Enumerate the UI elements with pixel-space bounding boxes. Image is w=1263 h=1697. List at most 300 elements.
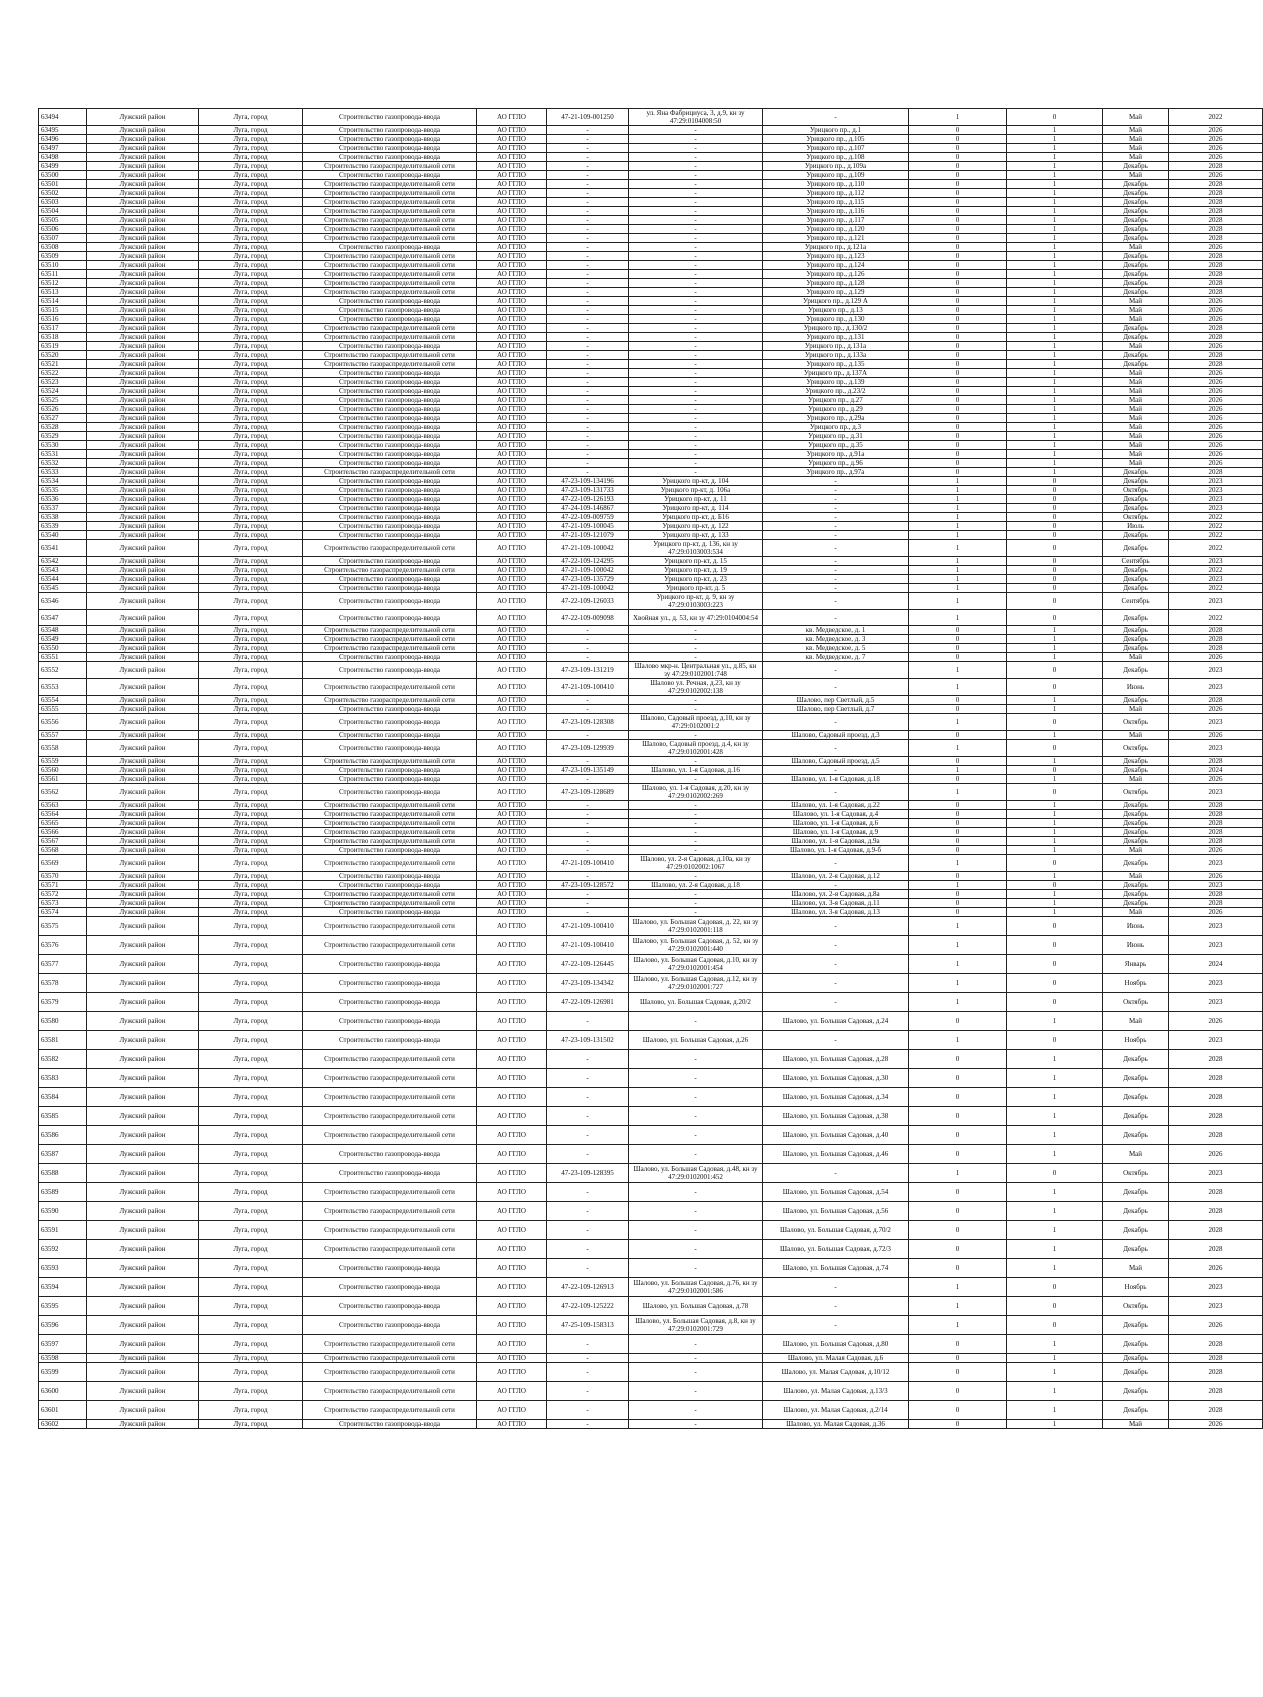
table-row <box>39 1012 1263 1031</box>
cell-row-number: 63586 <box>39 1126 87 1145</box>
cell-address-without-application: - <box>763 917 909 936</box>
cell-work-type: Строительство газораспределительной сети <box>303 1335 477 1354</box>
cell-address-without-application: Урицкого пр., д.129 А <box>763 297 909 306</box>
cell-value-a: 0 <box>909 828 1007 837</box>
cell-address-without-application: Урицкого пр., д.120 <box>763 225 909 234</box>
table-row <box>39 324 1263 333</box>
cell-value-b: 1 <box>1007 270 1103 279</box>
cell-address-with-application: - <box>629 696 763 705</box>
cell-value-b: 1 <box>1007 1202 1103 1221</box>
cell-application-number: 47-23-109-128689 <box>547 784 629 801</box>
cell-row-number: 63565 <box>39 819 87 828</box>
cell-work-type: Строительство газораспределительной сети <box>303 225 477 234</box>
cell-address-without-application: Шалово, Садовый проезд, д.3 <box>763 731 909 740</box>
cell-address-without-application: - <box>763 109 909 126</box>
cell-settlement: Луга, город <box>199 486 303 495</box>
cell-row-number: 63571 <box>39 881 87 890</box>
cell-address-with-application: Шалово, ул. Большая Садовая, д. 22, кн зу 47:29:0102001:118 <box>629 917 763 936</box>
cell-work-type: Строительство газопровода-ввода <box>303 306 477 315</box>
cell-district: Лужский район <box>87 288 199 297</box>
table-row <box>39 766 1263 775</box>
cell-work-type: Строительство газопровода-ввода <box>303 1316 477 1335</box>
table-row <box>39 144 1263 153</box>
cell-address-without-application: Шалово, ул. Большая Садовая, д.28 <box>763 1050 909 1069</box>
cell-organization: АО ГГЛО <box>477 714 547 731</box>
cell-month: Октябрь <box>1103 993 1169 1012</box>
cell-month: Май <box>1103 306 1169 315</box>
cell-row-number: 63558 <box>39 740 87 757</box>
cell-row-number: 63522 <box>39 369 87 378</box>
cell-work-type: Строительство газопровода-ввода <box>303 1420 477 1429</box>
cell-work-type: Строительство газораспределительной сети <box>303 270 477 279</box>
cell-address-with-application: - <box>629 216 763 225</box>
cell-organization: АО ГГЛО <box>477 180 547 189</box>
cell-value-b: 1 <box>1007 644 1103 653</box>
table-row <box>39 837 1263 846</box>
cell-year: 2028 <box>1169 207 1263 216</box>
cell-month: Декабрь <box>1103 468 1169 477</box>
cell-month: Май <box>1103 144 1169 153</box>
cell-settlement: Луга, город <box>199 757 303 766</box>
cell-address-without-application: - <box>763 993 909 1012</box>
cell-address-without-application: - <box>763 1316 909 1335</box>
cell-month: Октябрь <box>1103 784 1169 801</box>
cell-row-number: 63553 <box>39 679 87 696</box>
cell-organization: АО ГГЛО <box>477 540 547 557</box>
cell-work-type: Строительство газораспределительной сети <box>303 1382 477 1401</box>
cell-year: 2028 <box>1169 1202 1263 1221</box>
cell-month: Май <box>1103 705 1169 714</box>
cell-application-number: 47-23-109-135729 <box>547 575 629 584</box>
cell-year: 2028 <box>1169 890 1263 899</box>
cell-value-a: 0 <box>909 1145 1007 1164</box>
cell-district: Лужский район <box>87 610 199 626</box>
cell-row-number: 63562 <box>39 784 87 801</box>
cell-value-a: 1 <box>909 566 1007 575</box>
cell-settlement: Луга, город <box>199 441 303 450</box>
cell-application-number: - <box>547 405 629 414</box>
table-row <box>39 899 1263 908</box>
cell-year: 2028 <box>1169 1382 1263 1401</box>
cell-month: Декабрь <box>1103 504 1169 513</box>
cell-value-b: 1 <box>1007 1335 1103 1354</box>
cell-work-type: Строительство газопровода-ввода <box>303 575 477 584</box>
cell-month: Май <box>1103 1145 1169 1164</box>
cell-address-with-application: - <box>629 324 763 333</box>
cell-address-without-application: Урицкого пр., д.115 <box>763 198 909 207</box>
cell-value-b: 1 <box>1007 828 1103 837</box>
cell-row-number: 63597 <box>39 1335 87 1354</box>
cell-organization: АО ГГЛО <box>477 575 547 584</box>
cell-row-number: 63566 <box>39 828 87 837</box>
cell-work-type: Строительство газопровода-ввода <box>303 784 477 801</box>
table-row <box>39 1297 1263 1316</box>
cell-year: 2023 <box>1169 714 1263 731</box>
cell-year: 2023 <box>1169 740 1263 757</box>
cell-work-type: Строительство газопровода-ввода <box>303 171 477 180</box>
cell-work-type: Строительство газораспределительной сети <box>303 261 477 270</box>
cell-address-with-application: Урицкого пр-кт, д. 114 <box>629 504 763 513</box>
cell-address-with-application: - <box>629 315 763 324</box>
cell-row-number: 63520 <box>39 351 87 360</box>
table-row <box>39 610 1263 626</box>
cell-district: Лужский район <box>87 198 199 207</box>
cell-application-number: - <box>547 757 629 766</box>
table-body <box>39 109 1263 1429</box>
cell-value-b: 1 <box>1007 1420 1103 1429</box>
cell-work-type: Строительство газораспределительной сети <box>303 216 477 225</box>
table-row <box>39 1401 1263 1420</box>
cell-district: Лужский район <box>87 360 199 369</box>
cell-address-with-application: - <box>629 1420 763 1429</box>
cell-work-type: Строительство газопровода-ввода <box>303 369 477 378</box>
cell-district: Лужский район <box>87 522 199 531</box>
cell-settlement: Луга, город <box>199 1354 303 1363</box>
cell-settlement: Луга, город <box>199 696 303 705</box>
table-row <box>39 775 1263 784</box>
cell-address-without-application: Урицкого пр., д.97а <box>763 468 909 477</box>
cell-address-with-application: - <box>629 306 763 315</box>
cell-year: 2023 <box>1169 575 1263 584</box>
cell-month: Октябрь <box>1103 513 1169 522</box>
cell-settlement: Луга, город <box>199 917 303 936</box>
cell-application-number: - <box>547 1107 629 1126</box>
cell-value-a: 0 <box>909 1354 1007 1363</box>
cell-organization: АО ГГЛО <box>477 306 547 315</box>
gasification-table <box>38 108 1263 1429</box>
cell-organization: АО ГГЛО <box>477 1278 547 1297</box>
cell-value-a: 0 <box>909 180 1007 189</box>
cell-value-a: 1 <box>909 584 1007 593</box>
cell-month: Декабрь <box>1103 801 1169 810</box>
cell-organization: АО ГГЛО <box>477 109 547 126</box>
cell-address-without-application: - <box>763 531 909 540</box>
cell-address-without-application: Урицкого пр., д.126 <box>763 270 909 279</box>
cell-value-a: 0 <box>909 369 1007 378</box>
cell-settlement: Луга, город <box>199 540 303 557</box>
cell-value-b: 1 <box>1007 1183 1103 1202</box>
cell-settlement: Луга, город <box>199 153 303 162</box>
cell-address-without-application: кв. Медведское, д. 7 <box>763 653 909 662</box>
cell-month: Декабрь <box>1103 324 1169 333</box>
cell-row-number: 63550 <box>39 644 87 653</box>
cell-district: Лужский район <box>87 775 199 784</box>
cell-work-type: Строительство газопровода-ввода <box>303 584 477 593</box>
cell-value-a: 0 <box>909 459 1007 468</box>
cell-address-without-application: - <box>763 955 909 974</box>
cell-month: Май <box>1103 342 1169 351</box>
cell-year: 2026 <box>1169 731 1263 740</box>
cell-work-type: Строительство газораспределительной сети <box>303 324 477 333</box>
cell-application-number: 47-22-109-126033 <box>547 593 629 610</box>
cell-application-number: - <box>547 899 629 908</box>
cell-address-with-application: Шалово ул. Речная, д.23, кн зу 47:29:0102002:138 <box>629 679 763 696</box>
cell-year: 2026 <box>1169 378 1263 387</box>
cell-address-with-application: - <box>629 775 763 784</box>
cell-row-number: 63518 <box>39 333 87 342</box>
cell-settlement: Луга, город <box>199 872 303 881</box>
cell-year: 2026 <box>1169 342 1263 351</box>
table-row <box>39 1335 1263 1354</box>
cell-year: 2023 <box>1169 662 1263 679</box>
cell-year: 2028 <box>1169 899 1263 908</box>
cell-application-number: - <box>547 225 629 234</box>
cell-row-number: 63500 <box>39 171 87 180</box>
cell-application-number: - <box>547 252 629 261</box>
cell-month: Декабрь <box>1103 261 1169 270</box>
cell-value-a: 1 <box>909 477 1007 486</box>
cell-district: Лужский район <box>87 1012 199 1031</box>
cell-settlement: Луга, город <box>199 1259 303 1278</box>
cell-value-b: 1 <box>1007 369 1103 378</box>
cell-address-with-application: - <box>629 1050 763 1069</box>
cell-month: Декабрь <box>1103 1183 1169 1202</box>
cell-value-b: 1 <box>1007 333 1103 342</box>
cell-row-number: 63496 <box>39 135 87 144</box>
table-row <box>39 450 1263 459</box>
cell-value-a: 0 <box>909 225 1007 234</box>
cell-settlement: Луга, город <box>199 644 303 653</box>
cell-settlement: Луга, город <box>199 531 303 540</box>
cell-month: Ноябрь <box>1103 1278 1169 1297</box>
cell-value-a: 0 <box>909 1259 1007 1278</box>
cell-application-number: - <box>547 216 629 225</box>
cell-work-type: Строительство газопровода-ввода <box>303 135 477 144</box>
cell-application-number: 47-22-109-125222 <box>547 1297 629 1316</box>
cell-settlement: Луга, город <box>199 225 303 234</box>
cell-district: Лужский район <box>87 171 199 180</box>
cell-value-b: 1 <box>1007 1354 1103 1363</box>
cell-row-number: 63560 <box>39 766 87 775</box>
cell-row-number: 63510 <box>39 261 87 270</box>
cell-value-b: 1 <box>1007 225 1103 234</box>
cell-organization: АО ГГЛО <box>477 531 547 540</box>
cell-address-with-application: - <box>629 890 763 899</box>
cell-settlement: Луга, город <box>199 1297 303 1316</box>
cell-settlement: Луга, город <box>199 477 303 486</box>
cell-address-with-application: Урицкого пр-кт, д. 23 <box>629 575 763 584</box>
cell-year: 2023 <box>1169 495 1263 504</box>
cell-value-a: 1 <box>909 504 1007 513</box>
cell-value-b: 1 <box>1007 908 1103 917</box>
cell-value-a: 0 <box>909 1107 1007 1126</box>
cell-value-b: 1 <box>1007 1363 1103 1382</box>
cell-month: Сентябрь <box>1103 593 1169 610</box>
cell-district: Лужский район <box>87 1259 199 1278</box>
cell-year: 2023 <box>1169 993 1263 1012</box>
cell-value-a: 0 <box>909 626 1007 635</box>
cell-organization: АО ГГЛО <box>477 432 547 441</box>
cell-application-number: - <box>547 243 629 252</box>
cell-district: Лужский район <box>87 908 199 917</box>
cell-organization: АО ГГЛО <box>477 955 547 974</box>
cell-application-number: 47-22-109-009759 <box>547 513 629 522</box>
cell-settlement: Луга, город <box>199 306 303 315</box>
cell-year: 2026 <box>1169 153 1263 162</box>
table-row <box>39 243 1263 252</box>
cell-address-with-application: - <box>629 126 763 135</box>
cell-address-with-application: Шалово, ул. Большая Садовая, д.20/2 <box>629 993 763 1012</box>
cell-organization: АО ГГЛО <box>477 414 547 423</box>
cell-row-number: 63602 <box>39 1420 87 1429</box>
cell-year: 2028 <box>1169 810 1263 819</box>
cell-settlement: Луга, город <box>199 1278 303 1297</box>
cell-district: Лужский район <box>87 306 199 315</box>
cell-application-number: - <box>547 837 629 846</box>
cell-application-number: - <box>547 198 629 207</box>
cell-application-number: - <box>547 162 629 171</box>
cell-work-type: Строительство газораспределительной сети <box>303 1126 477 1145</box>
cell-row-number: 63572 <box>39 890 87 899</box>
cell-value-a: 0 <box>909 1420 1007 1429</box>
cell-address-without-application: Шалово, ул. Большая Садовая, д.70/2 <box>763 1221 909 1240</box>
cell-application-number: - <box>547 207 629 216</box>
cell-year: 2028 <box>1169 626 1263 635</box>
cell-value-b: 1 <box>1007 432 1103 441</box>
cell-year: 2028 <box>1169 234 1263 243</box>
cell-value-b: 0 <box>1007 955 1103 974</box>
cell-district: Лужский район <box>87 387 199 396</box>
cell-row-number: 63519 <box>39 342 87 351</box>
cell-work-type: Строительство газораспределительной сети <box>303 679 477 696</box>
cell-address-without-application: Урицкого пр., д.91а <box>763 450 909 459</box>
table-row <box>39 1202 1263 1221</box>
cell-month: Декабрь <box>1103 333 1169 342</box>
cell-row-number: 63509 <box>39 252 87 261</box>
cell-value-a: 0 <box>909 171 1007 180</box>
cell-application-number: - <box>547 1183 629 1202</box>
cell-year: 2023 <box>1169 974 1263 993</box>
cell-settlement: Луга, город <box>199 705 303 714</box>
cell-organization: АО ГГЛО <box>477 936 547 955</box>
cell-work-type: Строительство газораспределительной сети <box>303 1221 477 1240</box>
cell-year: 2028 <box>1169 351 1263 360</box>
cell-month: Декабрь <box>1103 1126 1169 1145</box>
cell-application-number: - <box>547 270 629 279</box>
cell-application-number: - <box>547 1259 629 1278</box>
cell-value-b: 1 <box>1007 342 1103 351</box>
cell-address-with-application: Шалово, ул. 2-я Садовая, д.10а, кн зу 47:29:0102002:1067 <box>629 855 763 872</box>
cell-address-with-application: - <box>629 288 763 297</box>
cell-month: Декабрь <box>1103 351 1169 360</box>
cell-organization: АО ГГЛО <box>477 1240 547 1259</box>
cell-application-number: 47-23-109-131733 <box>547 486 629 495</box>
cell-organization: АО ГГЛО <box>477 162 547 171</box>
cell-application-number: 47-25-109-158313 <box>547 1316 629 1335</box>
cell-district: Лужский район <box>87 297 199 306</box>
cell-value-a: 0 <box>909 252 1007 261</box>
cell-address-with-application: Шалово, ул. Большая Садовая, д.76, кн зу 47:29:0102001:586 <box>629 1278 763 1297</box>
cell-address-without-application: Урицкого пр., д.121 <box>763 234 909 243</box>
cell-settlement: Луга, город <box>199 315 303 324</box>
cell-row-number: 63555 <box>39 705 87 714</box>
table-row <box>39 279 1263 288</box>
cell-row-number: 63530 <box>39 441 87 450</box>
cell-address-without-application: Урицкого пр., д.133а <box>763 351 909 360</box>
cell-district: Лужский район <box>87 1126 199 1145</box>
cell-address-with-application: - <box>629 810 763 819</box>
table-row <box>39 1259 1263 1278</box>
cell-year: 2026 <box>1169 908 1263 917</box>
cell-application-number: - <box>547 1420 629 1429</box>
cell-month: Декабрь <box>1103 626 1169 635</box>
cell-organization: АО ГГЛО <box>477 333 547 342</box>
cell-row-number: 63532 <box>39 459 87 468</box>
cell-district: Лужский район <box>87 1031 199 1050</box>
cell-address-without-application: Урицкого пр., д.129 <box>763 288 909 297</box>
cell-row-number: 63535 <box>39 486 87 495</box>
cell-row-number: 63514 <box>39 297 87 306</box>
cell-value-a: 0 <box>909 234 1007 243</box>
cell-address-with-application: Шалово мкр-н. Центральная ул., д.85, кн зу 47:29:0102001:748 <box>629 662 763 679</box>
cell-value-b: 0 <box>1007 740 1103 757</box>
cell-value-b: 0 <box>1007 566 1103 575</box>
cell-month: Декабрь <box>1103 252 1169 261</box>
cell-application-number: - <box>547 180 629 189</box>
cell-address-with-application: - <box>629 819 763 828</box>
cell-value-a: 0 <box>909 441 1007 450</box>
cell-month: Декабрь <box>1103 1221 1169 1240</box>
cell-row-number: 63584 <box>39 1088 87 1107</box>
cell-address-without-application: - <box>763 575 909 584</box>
cell-month: Октябрь <box>1103 1297 1169 1316</box>
cell-organization: АО ГГЛО <box>477 441 547 450</box>
cell-work-type: Строительство газопровода-ввода <box>303 396 477 405</box>
cell-year: 2026 <box>1169 1316 1263 1335</box>
cell-work-type: Строительство газопровода-ввода <box>303 378 477 387</box>
cell-year: 2028 <box>1169 162 1263 171</box>
cell-value-a: 0 <box>909 315 1007 324</box>
cell-settlement: Луга, город <box>199 171 303 180</box>
cell-address-without-application: - <box>763 936 909 955</box>
cell-row-number: 63497 <box>39 144 87 153</box>
cell-settlement: Луга, город <box>199 351 303 360</box>
cell-year: 2023 <box>1169 1031 1263 1050</box>
cell-year: 2022 <box>1169 540 1263 557</box>
cell-address-with-application: - <box>629 162 763 171</box>
cell-work-type: Строительство газопровода-ввода <box>303 974 477 993</box>
table-row <box>39 731 1263 740</box>
cell-organization: АО ГГЛО <box>477 459 547 468</box>
cell-month: Май <box>1103 441 1169 450</box>
cell-address-without-application: Шалово, ул. Большая Садовая, д.30 <box>763 1069 909 1088</box>
cell-value-a: 0 <box>909 810 1007 819</box>
cell-district: Лужский район <box>87 635 199 644</box>
cell-year: 2026 <box>1169 243 1263 252</box>
cell-address-without-application: Урицкого пр., д.3 <box>763 423 909 432</box>
cell-settlement: Луга, город <box>199 243 303 252</box>
cell-address-without-application: Урицкого пр., д.109 <box>763 171 909 180</box>
cell-month: Декабрь <box>1103 270 1169 279</box>
cell-work-type: Строительство газораспределительной сети <box>303 855 477 872</box>
cell-organization: АО ГГЛО <box>477 378 547 387</box>
cell-settlement: Луга, город <box>199 1164 303 1183</box>
cell-address-without-application: Шалово, ул. Большая Садовая, д.38 <box>763 1107 909 1126</box>
cell-year: 2028 <box>1169 333 1263 342</box>
cell-work-type: Строительство газопровода-ввода <box>303 495 477 504</box>
cell-organization: АО ГГЛО <box>477 477 547 486</box>
cell-organization: АО ГГЛО <box>477 198 547 207</box>
cell-application-number: 47-21-109-100042 <box>547 566 629 575</box>
cell-organization: АО ГГЛО <box>477 890 547 899</box>
cell-year: 2028 <box>1169 644 1263 653</box>
cell-address-without-application: Шалово, ул. 3-я Садовая, д.13 <box>763 908 909 917</box>
cell-settlement: Луга, город <box>199 1316 303 1335</box>
cell-district: Лужский район <box>87 486 199 495</box>
table-row <box>39 109 1263 126</box>
cell-address-with-application: - <box>629 396 763 405</box>
cell-month: Октябрь <box>1103 740 1169 757</box>
